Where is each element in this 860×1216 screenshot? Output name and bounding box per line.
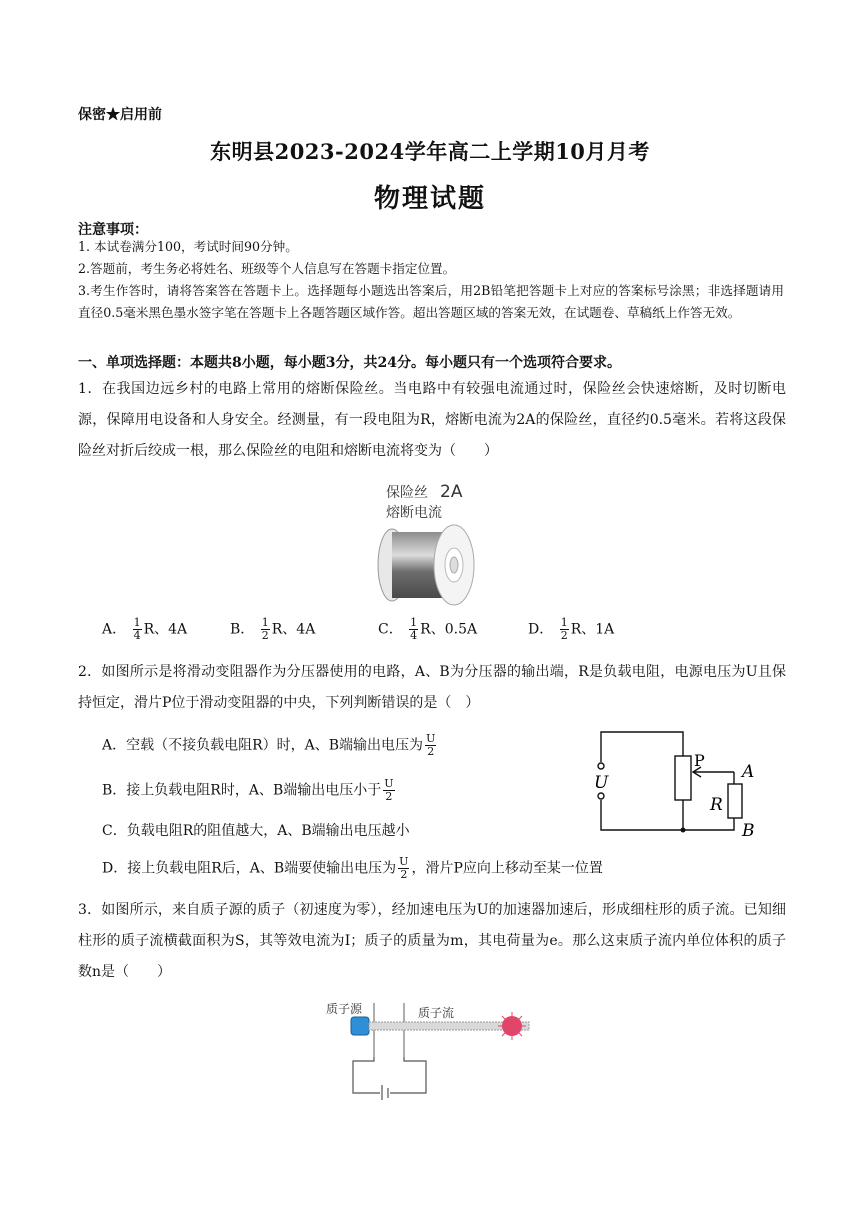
fraction-num: 1: [410, 616, 418, 629]
question-1-text: [78, 374, 786, 467]
option-value: R、0.5A: [420, 621, 478, 638]
fuse-label-current: 2A: [440, 482, 463, 502]
label-proton-source: 质子源: [326, 1002, 363, 1016]
option-value: R、4A: [143, 621, 188, 638]
option-text: B．接上负载电阻R时，A、B端输出电压小于: [102, 782, 382, 799]
question-2-text: [78, 657, 786, 719]
question-2-stem: 2．如图所示是将滑动变阻器作为分压器使用的电路，A、B为分压器的输出端，R是负载电阻，电源电压为U且保持恒定，滑片P位于滑动变阻器的中央，下列判断错误的是（ ）: [78, 664, 786, 711]
fraction-den: 2: [400, 868, 408, 881]
option-text: C．负载电阻R的阻值越大，A、B端输出电压越小: [102, 823, 410, 839]
option-text: A．空载（不接负载电阻R）时，A、B端输出电压为: [102, 737, 424, 754]
option-d[interactable]: [528, 617, 614, 642]
fuse-label: [386, 482, 462, 523]
fraction-num: 1: [560, 616, 568, 629]
fraction: [133, 617, 142, 642]
section-heading: 一、单项选择题：本题共8小题，每小题3分，共24分。每小题只有一个选项符合要求。: [78, 355, 621, 371]
fraction-num: U: [384, 777, 394, 790]
q2-option-a[interactable]: [102, 733, 438, 758]
label-u: U: [594, 773, 609, 793]
q2-option-d[interactable]: [102, 856, 603, 881]
fraction-num: 1: [133, 616, 141, 629]
option-letter: B．: [230, 621, 255, 638]
label-p: P: [694, 751, 705, 770]
option-text: D．接上负载电阻R后，A、B端要使输出电压为: [102, 860, 397, 877]
question-3-text: [78, 895, 786, 988]
option-letter: C．: [378, 621, 403, 638]
fuse-spool-image: [370, 520, 490, 610]
option-value: R、4A: [271, 621, 316, 638]
fraction-den: 2: [427, 745, 435, 758]
proton-source-icon: [351, 1017, 369, 1035]
fraction: [261, 617, 270, 642]
option-text-tail: ，滑片P应向上移动至某一位置: [411, 860, 603, 877]
note-item: 3.考生作答时，请将答案答在答题卡上。选择题每小题选出答案后，用2B铅笔把答题卡上对应的答案标号涂黑；非选择题请用直径0.5毫米黑色墨水签字笔在答题卡上各题答题区域作答。超出答题区域的答案无效，在试题卷、草稿纸上作答无效。: [78, 283, 784, 320]
note-item: 2.答题前，考生务必将姓名、班级等个人信息写在答题卡指定位置。: [78, 261, 456, 276]
option-b[interactable]: [230, 617, 315, 642]
label-proton-beam: 质子流: [418, 1006, 455, 1020]
fuse-label-caption: 熔断电流: [386, 505, 442, 521]
notes-heading: 注意事项：: [78, 222, 148, 238]
confidential-mark: 保密★启用前: [78, 107, 162, 123]
option-c[interactable]: [378, 617, 477, 642]
option-a[interactable]: [102, 617, 187, 642]
fraction: [398, 856, 409, 881]
question-3-stem: 3．如图所示，来自质子源的质子（初速度为零），经加速电压为U的加速器加速后，形成细柱形的质子流。已知细柱形的质子流横截面积为S，其等效电流为I；质子的质量为m，其电荷量为e。那么这束质子流内单位体积的质子数n是（ ）: [78, 902, 786, 980]
fraction: [409, 617, 418, 642]
option-letter: D．: [528, 621, 554, 638]
label-r: R: [710, 795, 723, 815]
fraction-den: 4: [133, 629, 141, 642]
label-b: B: [742, 821, 755, 841]
fraction: [383, 778, 394, 803]
fraction-den: 2: [261, 629, 269, 642]
fraction-den: 4: [410, 629, 418, 642]
fraction-num: 1: [261, 616, 269, 629]
option-value: R、1A: [570, 621, 615, 638]
fraction-den: 2: [560, 629, 568, 642]
fraction-den: 2: [385, 790, 393, 803]
q2-option-c[interactable]: [102, 820, 410, 840]
note-item: 1. 本试卷满分100，考试时间90分钟。: [78, 239, 298, 254]
fraction: [560, 617, 569, 642]
exam-subject: 物理试题: [373, 184, 486, 214]
fraction-num: U: [426, 732, 436, 745]
exam-title: 东明县2023-2024学年高二上学期10月月考: [210, 139, 650, 164]
divider-circuit-diagram: [584, 722, 774, 842]
q2-option-b[interactable]: [102, 778, 397, 803]
proton-beam-diagram: [320, 995, 550, 1100]
question-1-stem: 1．在我国边远乡村的电路上常用的熔断保险丝。当电路中有较强电流通过时，保险丝会快速熔断，及时切断电源，保障用电设备和人身安全。经测量，有一段电阻为R，熔断电流为2A的保险丝，直径约0.5毫米。若将这段保险丝对折后绞成一根，那么保险丝的电阻和熔断电流将变为（ ）: [78, 381, 786, 459]
fuse-label-name: 保险丝: [386, 485, 428, 501]
fraction-num: U: [399, 855, 409, 868]
fraction: [425, 733, 436, 758]
label-a: A: [742, 762, 755, 782]
option-letter: A．: [102, 621, 127, 638]
